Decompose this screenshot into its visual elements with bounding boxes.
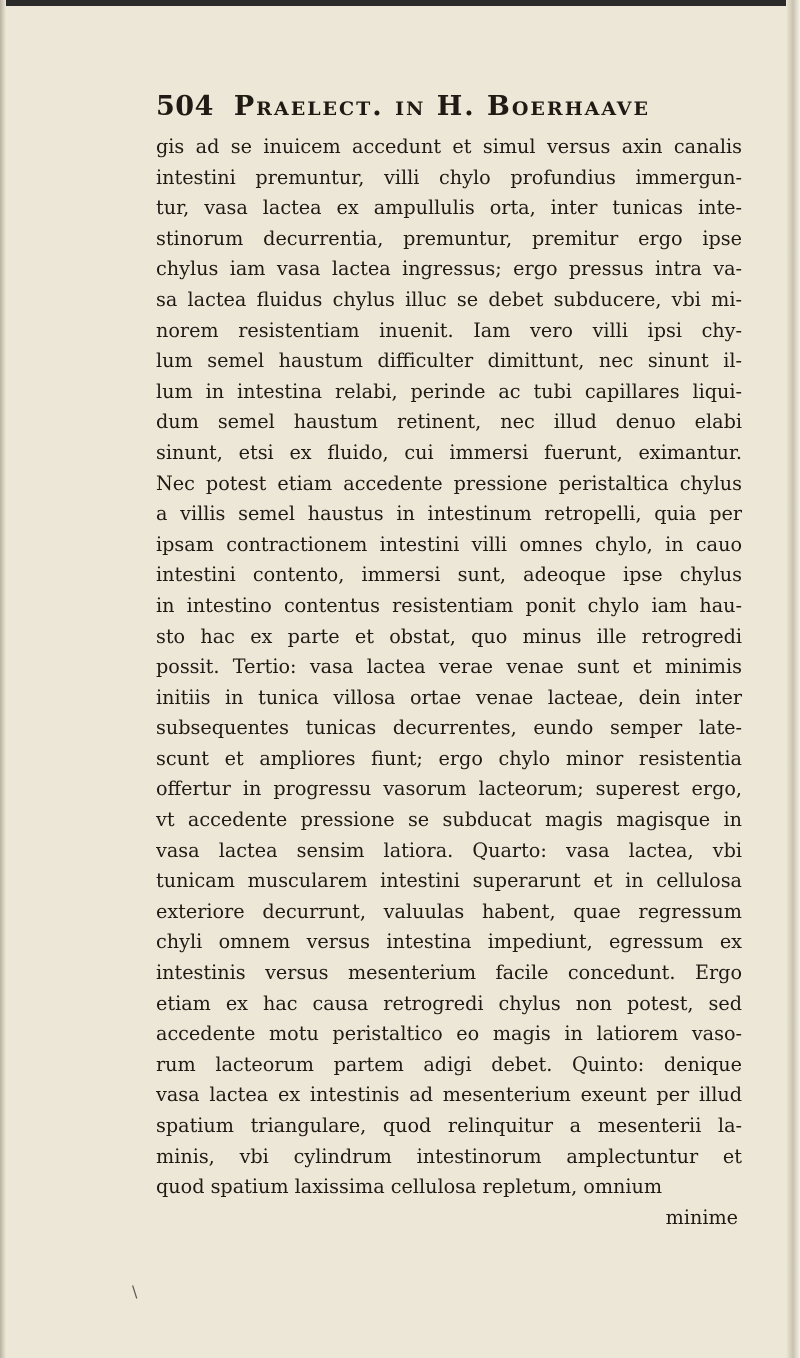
text-line: lum in intestina relabi, perinde ac tubi capillares liqui-: [156, 379, 742, 403]
stray-mark: \: [132, 1282, 138, 1301]
text-line: sinunt, etsi ex fluido, cui immersi fuerunt, eximantur.: [156, 440, 742, 464]
top-border: [0, 0, 800, 6]
text-line: vasa lactea sensim latiora. Quarto: vasa lactea, vbi: [156, 838, 742, 862]
text-line: in intestino contentus resistentiam ponit chylo iam hau-: [156, 593, 742, 617]
catchword: minime: [665, 1205, 738, 1229]
text-line: intestini premuntur, villi chylo profundius immergun-: [156, 165, 742, 189]
text-line: tunicam muscularem intestini superarunt et in cellulosa: [156, 869, 742, 893]
text-line: etiam ex hac causa retrogredi chylus non potest, sed: [156, 991, 742, 1015]
text-line: quod spatium laxissima cellulosa repletum, omnium: [156, 1175, 663, 1199]
text-line: scunt et ampliores fiunt; ergo chylo minor resistentia: [156, 746, 742, 770]
text-line: chyli omnem versus intestina impediunt, egressum ex: [156, 930, 742, 954]
text-line: Nec potest etiam accedente pressione peristaltica chylus: [156, 471, 742, 495]
running-head: [156, 90, 742, 124]
text-line: chylus iam vasa lactea ingressus; ergo pressus intra va-: [156, 257, 742, 281]
book-page: [156, 90, 742, 1233]
text-line: exteriore decurrunt, valuulas habent, quae regressum: [156, 899, 742, 923]
text-line: a villis semel haustus in intestinum retropelli, quia per: [156, 502, 742, 526]
page-number: 504: [156, 91, 214, 122]
text-line: gis ad se inuicem accedunt et simul versus axin canalis: [156, 135, 742, 158]
text-line: initiis in tunica villosa ortae venae lacteae, dein inter: [156, 685, 742, 709]
text-line: dum semel haustum retinent, nec illud denuo elabi: [156, 410, 742, 434]
text-line: intestinis versus mesenterium facile concedunt. Ergo: [156, 961, 742, 985]
body-text: [156, 132, 742, 1203]
text-line: subsequentes tunicas decurrentes, eundo semper late-: [156, 716, 742, 740]
text-line: lum semel haustum difficulter dimittunt, nec sinunt il-: [156, 349, 742, 373]
text-line: vasa lactea ex intestinis ad mesenterium exeunt per illud: [156, 1083, 742, 1107]
text-line: sa lactea fluidus chylus illuc se debet subducere, vbi mi-: [156, 287, 742, 311]
right-page-edge: [786, 0, 800, 1358]
text-line: vt accedente pressione se subducat magis magisque in: [156, 808, 742, 832]
text-line: sto hac ex parte et obstat, quo minus ille retrogredi: [156, 624, 742, 648]
left-page-edge: [0, 0, 6, 1358]
text-line: rum lacteorum partem adigi debet. Quinto: denique: [156, 1052, 742, 1076]
text-line: spatium triangulare, quod relinquitur a mesenterii la-: [156, 1114, 742, 1137]
text-line: norem resistentiam inuenit. Iam vero villi ipsi chy-: [156, 318, 742, 342]
text-line: ipsam contractionem intestini villi omnes chylo, in cauo: [156, 532, 742, 556]
text-line: intestini contento, immersi sunt, adeoque ipse chylus: [156, 563, 742, 587]
text-line: stinorum decurrentia, premuntur, premitur ergo ipse: [156, 226, 742, 250]
text-line: offertur in progressu vasorum lacteorum; superest ergo,: [156, 777, 742, 801]
text-line: possit. Tertio: vasa lactea verae venae sunt et minimis: [156, 655, 742, 679]
text-line: minis, vbi cylindrum intestinorum amplectuntur et: [156, 1144, 742, 1168]
text-line: tur, vasa lactea ex ampullulis orta, inter tunicas inte-: [156, 196, 742, 220]
text-line: accedente motu peristaltico eo magis in latiorem vaso-: [156, 1022, 742, 1046]
running-title: Praelect. in H. Boerhaave: [233, 91, 650, 122]
